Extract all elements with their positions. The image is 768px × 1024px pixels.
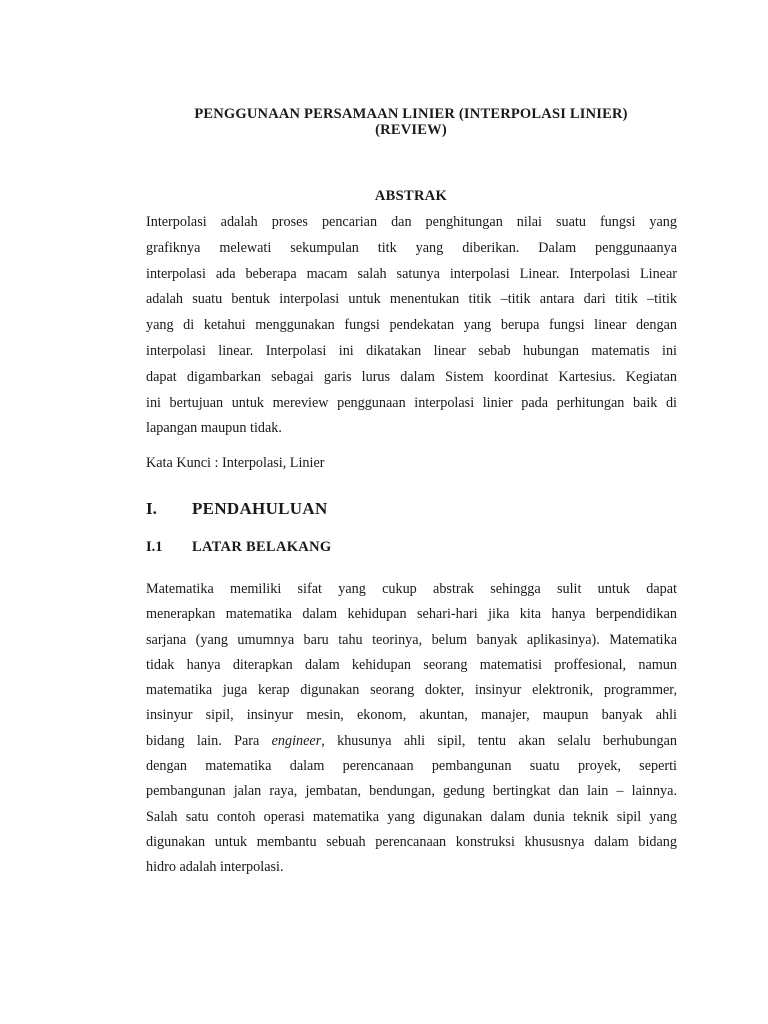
introduction-paragraph — [146, 577, 677, 881]
intro-line: hidro adalah interpolasi. — [146, 859, 284, 876]
abstract-line: ini bertujuan untuk mereview penggunaan interpolasi linier pada perhitungan baik di — [146, 394, 677, 411]
intro-line: insinyur sipil, insinyur mesin, ekonom, akuntan, manajer, maupun banyak ahli — [146, 707, 677, 724]
intro-line: sarjana (yang umumnya baru tahu teorinya, belum banyak aplikasinya). Matematika — [146, 631, 677, 648]
abstract-line: yang di ketahui menggunakan fungsi pendekatan yang berupa fungsi linear dengan — [146, 317, 677, 334]
abstract-heading: ABSTRAK — [374, 188, 448, 204]
intro-line: Matematika memiliki sifat yang cukup abstrak sehingga sulit untuk dapat — [146, 581, 677, 597]
intro-line: digunakan untuk membantu sebuah perencanaan konstruksi khususnya dalam bidang — [146, 833, 677, 850]
section-title: PENDAHULUAN — [192, 499, 328, 518]
abstract-line: interpolasi ada beberapa macam salah satunya interpolasi Linear. Interpolasi Linear — [146, 265, 677, 282]
document-subtitle: (REVIEW) — [375, 122, 447, 138]
intro-line: Salah satu contoh operasi matematika yang digunakan dalam dunia teknik sipil yang — [146, 808, 677, 825]
intro-text-after: , khusunya ahli sipil, tentu akan selalu berhubungan — [321, 732, 677, 749]
abstract-line: lapangan maupun tidak. — [146, 420, 282, 437]
italic-term: engineer — [271, 732, 322, 749]
intro-line: tidak hanya diterapkan dalam kehidupan seorang matematisi proffesional, namun — [146, 656, 677, 673]
abstract-line: adalah suatu bentuk interpolasi untuk menentukan titik –titik antara dari titik –titik — [146, 291, 677, 308]
abstract-paragraph — [146, 210, 677, 442]
intro-text-before: bidang lain. Para — [146, 732, 272, 749]
section-number: I. — [146, 499, 157, 518]
intro-line: dengan matematika dalam perencanaan pembangunan suatu proyek, seperti — [146, 758, 677, 775]
intro-line: pembangunan jalan raya, jembatan, bendungan, gedung bertingkat dan lain – lainnya. — [146, 783, 677, 800]
intro-line-engineer — [146, 729, 677, 754]
subsection-number: I.1 — [146, 539, 163, 555]
abstract-line: interpolasi linear. Interpolasi ini dikatakan linear sebab hubungan matematis ini — [146, 342, 677, 359]
document-title: PENGGUNAAN PERSAMAAN LINIER (INTERPOLASI LINIER) — [194, 106, 628, 122]
abstract-line: grafiknya melewati sekumpulan titk yang diberikan. Dalam penggunaanya — [146, 239, 677, 256]
intro-line: menerapkan matematika dalam kehidupan sehari-hari jika kita hanya berpendidikan — [146, 606, 677, 623]
abstract-line: Interpolasi adalah proses pencarian dan penghitungan nilai suatu fungsi yang — [146, 214, 677, 230]
intro-line: matematika juga kerap digunakan seorang dokter, insinyur elektronik, programmer, — [146, 682, 677, 699]
keywords: Kata Kunci : Interpolasi, Linier — [146, 455, 325, 471]
subsection-title: LATAR BELAKANG — [192, 539, 332, 555]
abstract-line: dapat digambarkan sebagai garis lurus dalam Sistem koordinat Kartesius. Kegiatan — [146, 368, 677, 385]
